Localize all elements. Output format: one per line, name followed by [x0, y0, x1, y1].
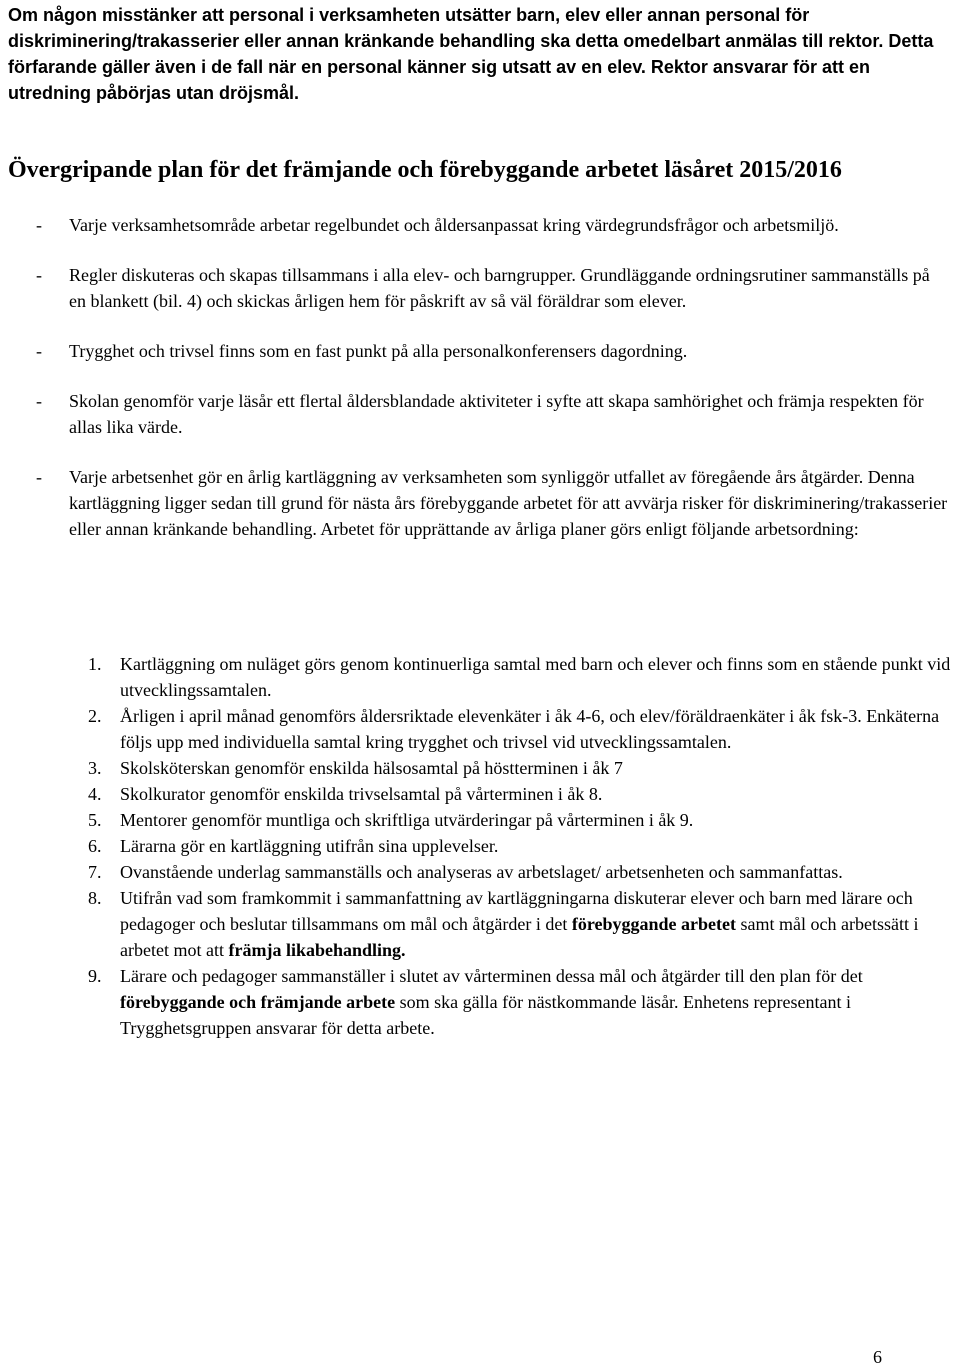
- step-item: [0, 703, 960, 755]
- step-item: [0, 781, 960, 807]
- bullet-item: [0, 338, 949, 364]
- step-number: 9.: [88, 966, 102, 986]
- step-text: Mentorer genomför muntliga och skriftliga utvärderingar på vårterminen i åk 9.: [120, 810, 694, 830]
- bullet-dash: -: [36, 215, 42, 235]
- work-order-list: [0, 651, 960, 1041]
- step-text: Årligen i april månad genomförs åldersriktade elevenkäter i åk 4-6, och elev/föräldraenkäter i åk fsk-3. Enkäterna följs upp med individuella samtal kring trygghet och trivsel vid utvecklingssamtalen.: [120, 706, 940, 752]
- step-item: [0, 651, 960, 703]
- bullet-text: Skolan genomför varje läsår ett flertal åldersblandade aktiviteter i syfte att skapa samhörighet och främja respekten för allas lika värde.: [69, 391, 924, 437]
- bullet-text: Trygghet och trivsel finns som en fast punkt på alla personalkonferensers dagordning.: [69, 341, 688, 361]
- step-item: [0, 859, 960, 885]
- intro-paragraph: Om någon misstänker att personal i verksamheten utsätter barn, elev eller annan personal för diskriminering/trakasserier eller annan kränkande behandling ska detta omedelbart anmälas till rektor. Detta förfarande gäller även i de fall när en personal känner sig utsatt av en elev. Rektor ansvarar för att en utredning påbörjas utan dröjsmål.: [8, 5, 934, 103]
- bullet-text: Varje verksamhetsområde arbetar regelbundet och åldersanpassat kring värdegrundsfrågor och arbetsmiljö.: [69, 215, 839, 235]
- step-text: Ovanstående underlag sammanställs och analyseras av arbetslaget/ arbetsenheten och sammanfattas.: [120, 862, 843, 882]
- bullet-list: [0, 212, 960, 566]
- bullet-item: [0, 212, 949, 238]
- page-number: 6: [873, 1347, 882, 1367]
- step-item: [0, 963, 960, 1041]
- bullet-item: [0, 464, 949, 542]
- step-bold-text: förebyggande arbetet: [571, 914, 736, 934]
- step-number: 6.: [88, 836, 102, 856]
- step-number: 1.: [88, 654, 102, 674]
- step-text: Utifrån vad som framkommit i sammanfattning av kartläggningarna diskuterar elever och barn med lärare och pedagoger och beslutar tillsammans om mål och åtgärder i det: [120, 888, 913, 934]
- bullet-dash: -: [36, 265, 42, 285]
- step-text: som ska gälla för nästkommande läsår. Enhetens representant i Trygghetsgruppen ansvarar för detta arbete.: [120, 992, 851, 1038]
- bullet-item: [0, 388, 949, 440]
- step-item: [0, 833, 960, 859]
- step-number: 5.: [88, 810, 102, 830]
- step-text: Lärare och pedagoger sammanställer i slutet av vårterminen dessa mål och åtgärder till den plan för det: [120, 966, 863, 986]
- bullet-text: Varje arbetsenhet gör en årlig kartläggning av verksamheten som synliggör utfallet av föregående års åtgärder. Denna kartläggning ligger sedan till grund för nästa års förebyggande arbetet för att avvärja risker för diskriminering/trakasserier eller annan kränkande behandling. Arbetet för upprättande av årliga planer görs enligt följande arbetsordning:: [69, 467, 948, 539]
- step-text: Lärarna gör en kartläggning utifrån sina upplevelser.: [120, 836, 499, 856]
- step-text: samt mål och arbetssätt i arbetet mot att: [120, 914, 919, 960]
- step-number: 7.: [88, 862, 102, 882]
- step-bold-text: främja likabehandling.: [228, 940, 406, 960]
- bullet-dash: -: [36, 341, 42, 361]
- step-item: [0, 807, 960, 833]
- step-text: Kartläggning om nuläget görs genom kontinuerliga samtal med barn och elever och finns som en stående punkt vid utvecklingssamtalen.: [120, 654, 951, 700]
- step-number: 8.: [88, 888, 102, 908]
- step-number: 4.: [88, 784, 102, 804]
- step-text: Skolsköterskan genomför enskilda hälsosamtal på höstterminen i åk 7: [120, 758, 623, 778]
- section-heading: Övergripande plan för det främjande och förebyggande arbetet läsåret 2015/2016: [8, 157, 842, 183]
- bullet-dash: -: [36, 391, 42, 411]
- step-number: 2.: [88, 706, 102, 726]
- bullet-item: [0, 262, 949, 314]
- step-item: [0, 755, 960, 781]
- step-text: Skolkurator genomför enskilda trivselsamtal på vårterminen i åk 8.: [120, 784, 603, 804]
- step-number: 3.: [88, 758, 102, 778]
- bullet-text: Regler diskuteras och skapas tillsammans i alla elev- och barngrupper. Grundläggande ordningsrutiner sammanställs på en blankett (bil. 4) och skickas årligen hem för påskrift av så väl föräldrar som elever.: [69, 265, 930, 311]
- bullet-dash: -: [36, 467, 42, 487]
- step-bold-text: förebyggande och främjande arbete: [120, 992, 396, 1012]
- step-item: [0, 885, 960, 963]
